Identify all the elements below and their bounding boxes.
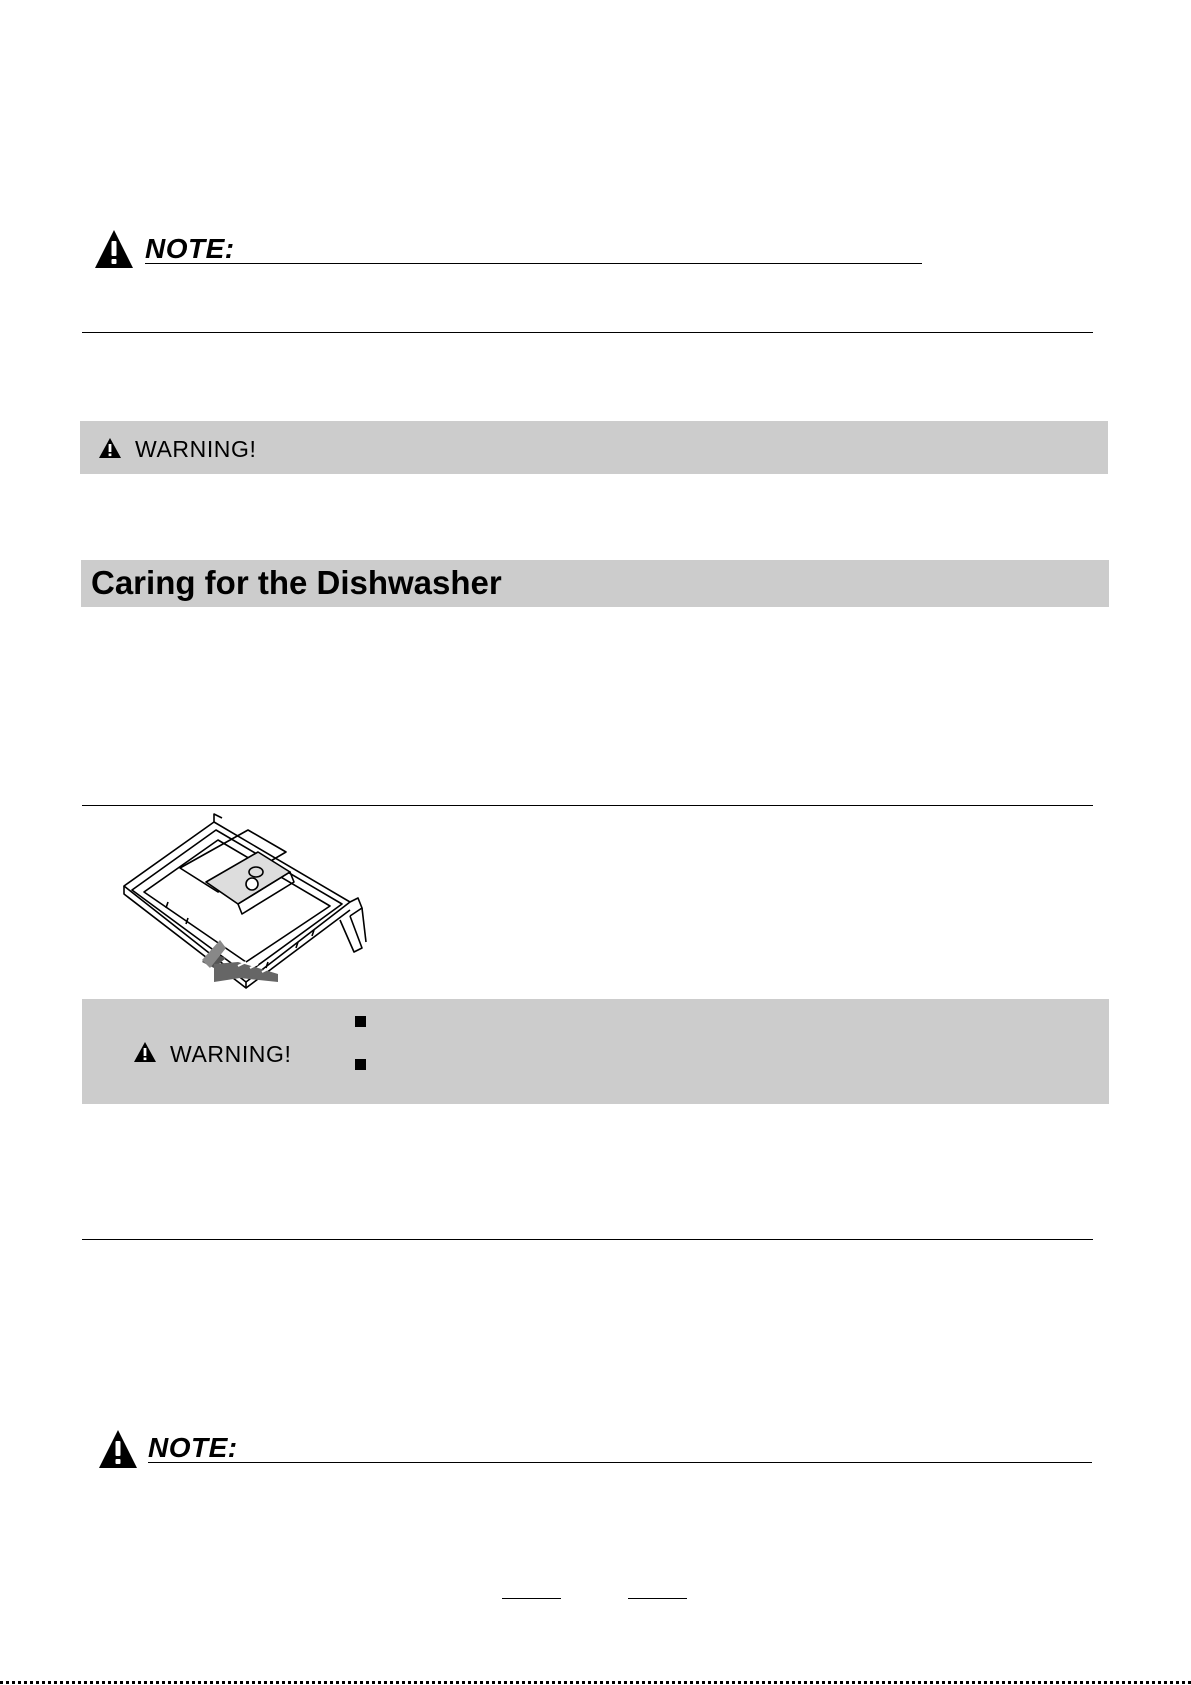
warning-triangle-icon <box>98 437 122 459</box>
note-underline <box>148 1462 1092 1463</box>
warning-label: WARNING! <box>170 1041 292 1067</box>
warning-label: WARNING! <box>135 436 257 462</box>
warning-triangle-icon <box>133 1041 157 1063</box>
note-label: NOTE: <box>148 1432 238 1463</box>
note-underline <box>145 263 922 264</box>
footer-mark <box>628 1598 687 1599</box>
bullet-point <box>355 1059 366 1070</box>
section-divider <box>82 805 1093 806</box>
section-title: Caring for the Dishwasher <box>91 564 502 601</box>
note-label: NOTE: <box>145 233 235 264</box>
scan-edge <box>0 1681 1191 1684</box>
bullet-point <box>355 1016 366 1027</box>
dishwasher-filter-illustration <box>118 812 394 990</box>
section-divider <box>82 332 1093 333</box>
section-divider <box>82 1239 1093 1240</box>
warning-triangle-icon <box>97 1428 139 1470</box>
warning-triangle-icon <box>93 228 135 270</box>
footer-mark <box>502 1598 561 1599</box>
